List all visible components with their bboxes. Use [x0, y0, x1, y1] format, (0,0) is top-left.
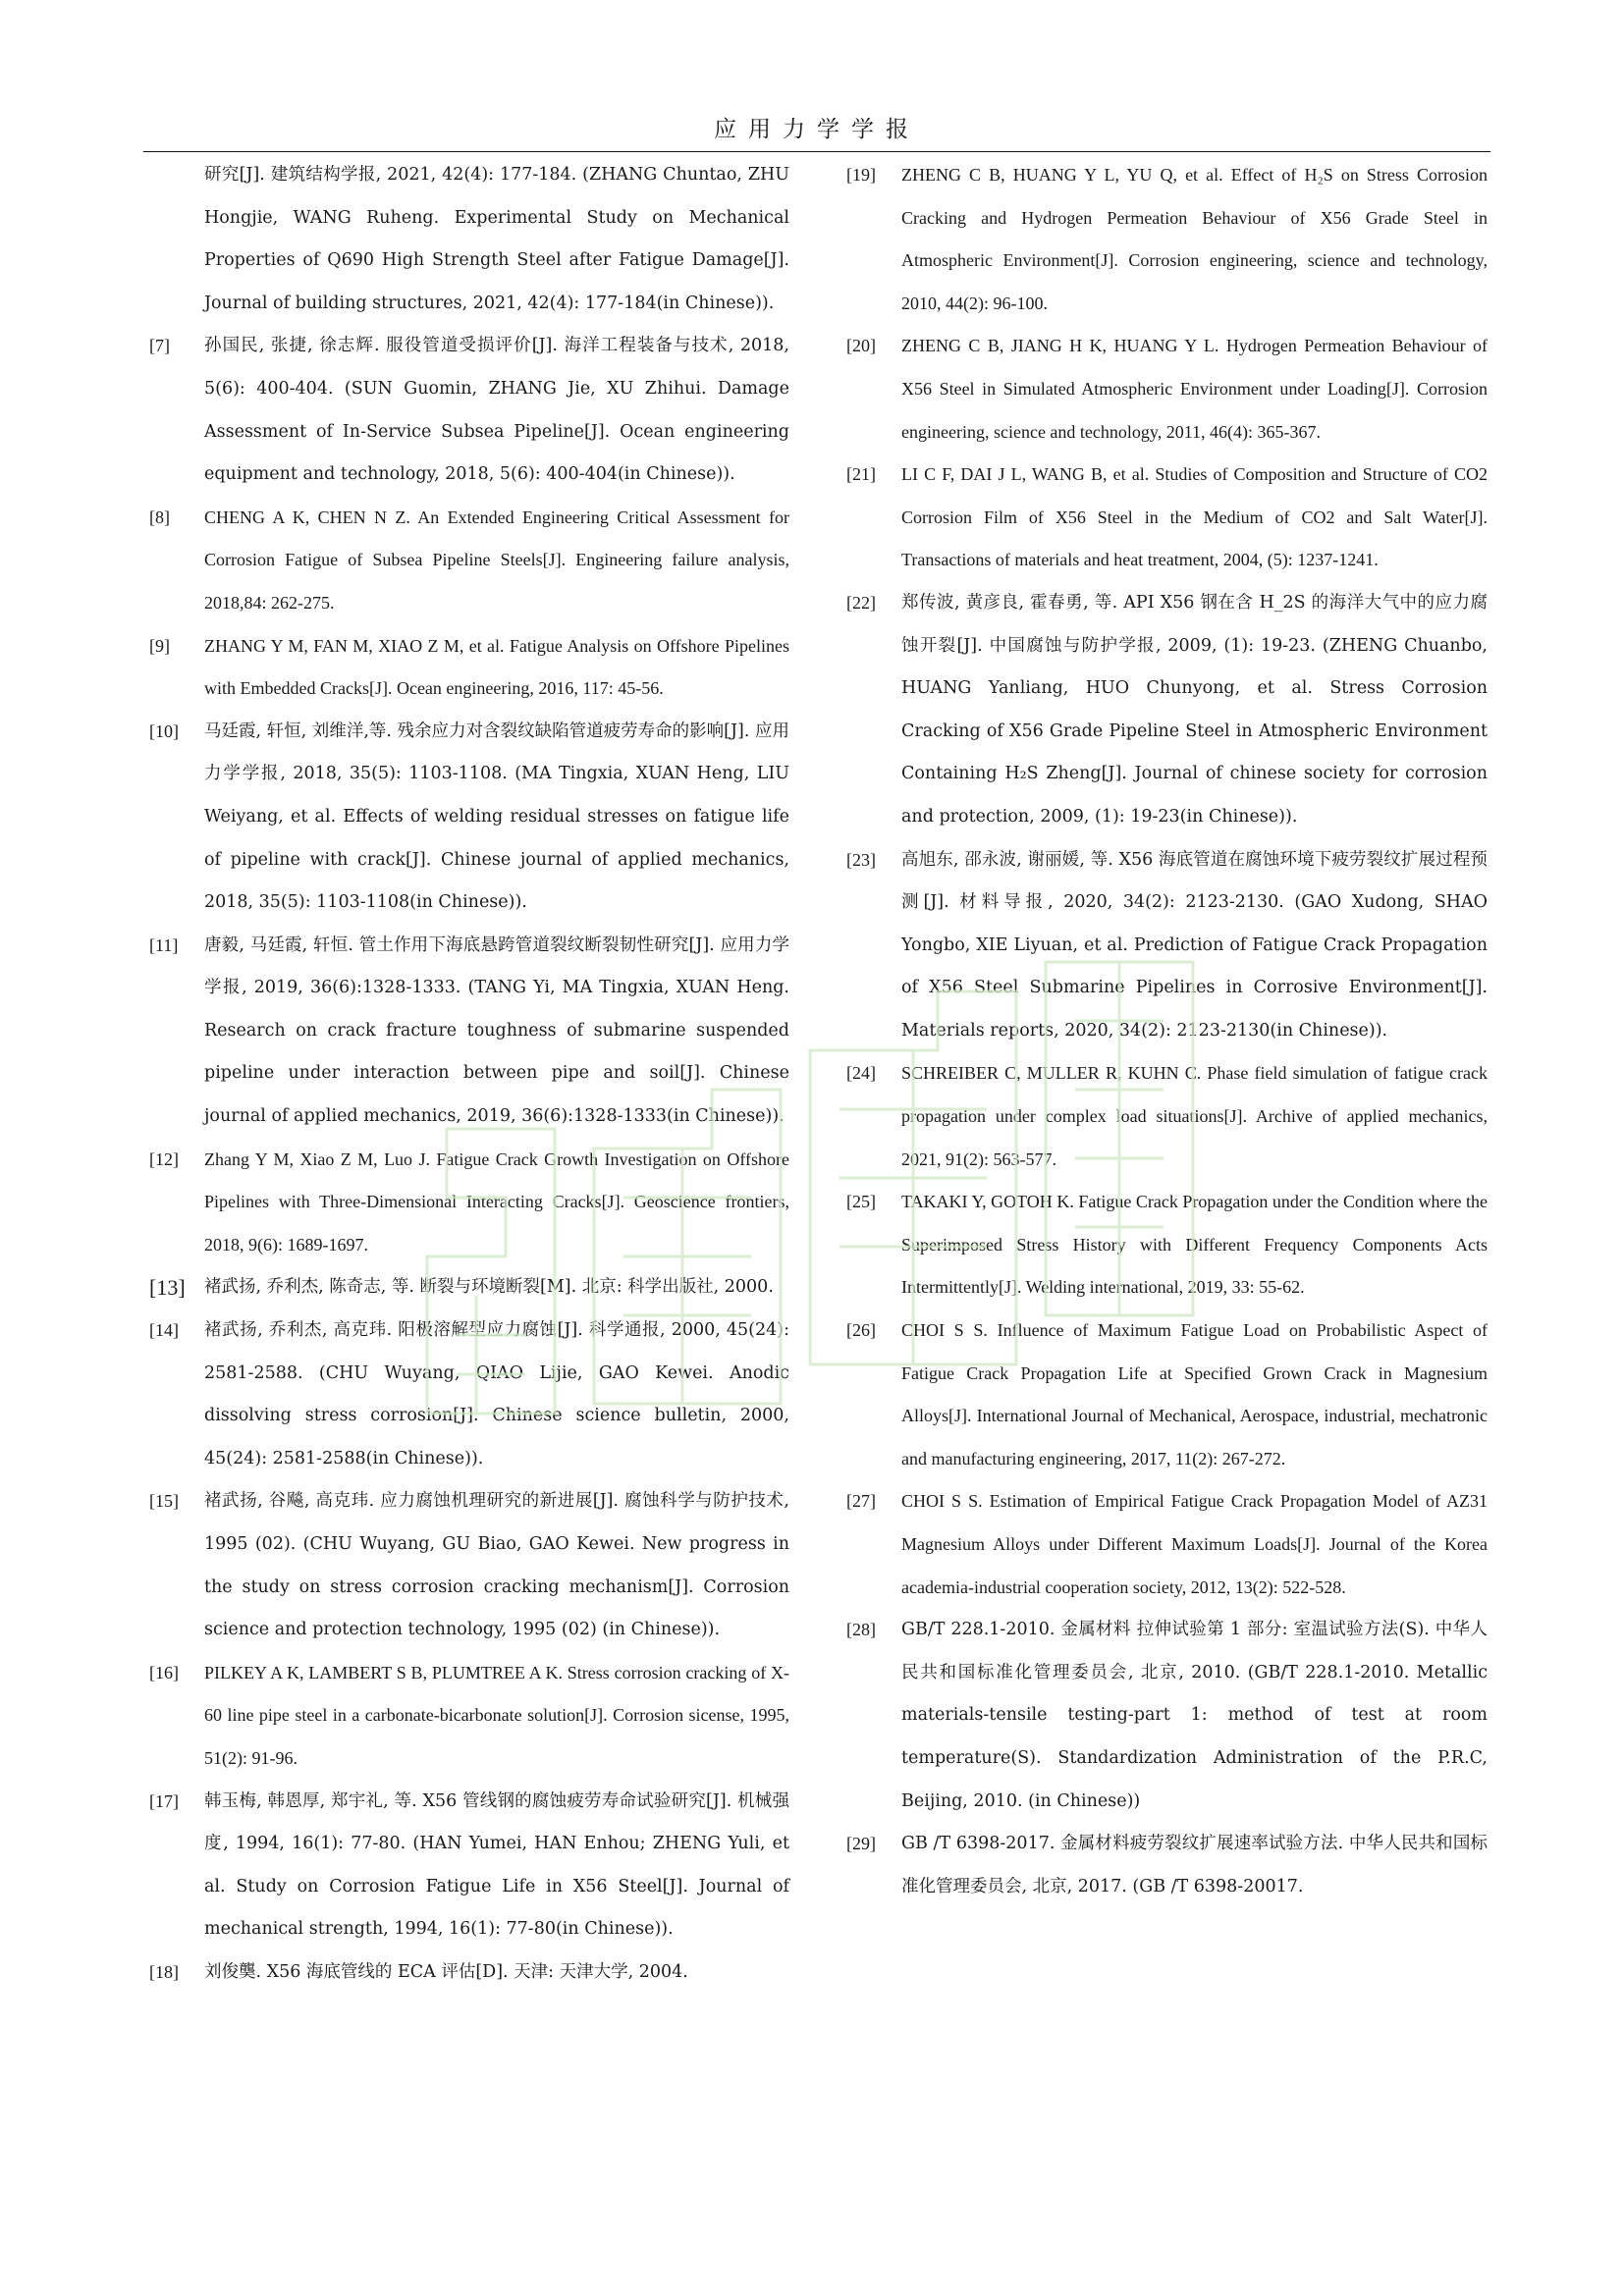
reference-item [149, 154, 789, 325]
reference-number: [9] [149, 635, 170, 656]
reference-item [149, 1309, 789, 1480]
reference-item [846, 1309, 1488, 1480]
reference-number: [25] [846, 1192, 876, 1212]
reference-item [846, 325, 1488, 454]
reference-text: 郑传波, 黄彦良, 霍春勇, 等. API X56 钢在含 H_2S 的海洋大气中的应力腐蚀开裂[J]. 中国腐蚀与防护学报, 2009, (1): 19-23. (ZHENG Chuanbo, HUANG Yanliang, HUO Chunyong, et al. Stress Corrosion Cracking of X56 Grade Pipeline Steel in Atmospheric Environment Containing H₂S Zheng[J]. Journal of chinese society for corrosion and protection, 2009, (1): 19-23(in Chinese)). [901, 592, 1488, 827]
reference-text: 孙国民, 张捷, 徐志辉. 服役管道受损评价[J]. 海洋工程装备与技术, 2018, 5(6): 400-404. (SUN Guomin, ZHANG Jie, XU Zhihui. Damage Assessment of In-Service Subsea Pipeline[J]. Ocean engineering equipment and technology, 2018, 5(6): 400-404(in Chinese)). [204, 336, 789, 485]
reference-number: [11] [149, 934, 179, 955]
reference-item [846, 1609, 1488, 1823]
reference-text: 马廷霞, 轩恒, 刘维洋,等. 残余应力对含裂纹缺陷管道疲劳寿命的影响[J]. 应用力学学报, 2018, 35(5): 1103-1108. (MA Tingxia, XUAN Heng, LIU Weiyang, et al. Effects of welding residual stresses on fatigue life of pipeline with crack[J]. Chinese journal of applied mechanics, 2018, 35(5): 1103-1108(in Chinese)). [204, 721, 789, 913]
reference-text: ZHANG Y M, FAN M, XIAO Z M, et al. Fatigue Analysis on Offshore Pipelines with Embedded Cracks[J]. Ocean engineering, 2016, 117: 45-56. [204, 635, 789, 699]
reference-number: [10] [149, 721, 179, 741]
reference-number: [15] [149, 1491, 179, 1512]
reference-number [149, 154, 204, 325]
reference-text: 褚武扬, 乔利杰, 高克玮. 阳极溶解型应力腐蚀[J]. 科学通报, 2000, 45(24): 2581-2588. (CHU Wuyang, QIAO Lijie, GAO Kewei. Anodic dissolving stress corrosion[J]. Chinese science bulletin, 2000, 45(24): 2581-2588(in Chinese)). [204, 1320, 789, 1468]
reference-text: CHOI S S. Influence of Maximum Fatigue Load on Probabilistic Aspect of Fatigue Crack Propagation Life at Specified Grown Crack in Magnesium Alloys[J]. International Journal of Mechanical, Aerospace, industrial, mechatronic and manufacturing engineering, 2017, 11(2): 267-272. [901, 1320, 1488, 1468]
journal-header: 应用力学学报 [714, 117, 920, 141]
reference-item [149, 1781, 789, 1951]
reference-text: PILKEY A K, LAMBERT S B, PLUMTREE A K. Stress corrosion cracking of X-60 line pipe steel in a carbonate-bicarbonate solution[J]. Corrosion sicense, 1995, 51(2): 91-96. [204, 1662, 789, 1768]
reference-text: ZHENG C B, HUANG Y L, YU Q, et al. Effect of H₂S on Stress Corrosion Cracking and Hydrogen Permeation Behaviour of X56 Grade Steel in Atmospheric Environment[J]. Corrosion engineering, science and technology, 2010, 44(2): 96-100. [901, 165, 1488, 313]
reference-text: SCHREIBER C, MULLER R, KUHN C. Phase field simulation of fatigue crack propagation under complex load situations[J]. Archive of applied mechanics, 2021, 91(2): 563-577. [901, 1063, 1488, 1169]
reference-item [149, 925, 789, 1139]
reference-number: [29] [846, 1834, 876, 1854]
reference-text: GB/T 228.1-2010. 金属材料 拉伸试验第 1 部分: 室温试验方法(S). 中华人民共和国标准化管理委员会, 北京, 2010. (GB/T 228.1-2010. Metallic materials-tensile testing-part 1: method of test at room temperature(S). Standardization Administration of the P.R.C, Beijing, 2010. (in Chinese)) [901, 1620, 1488, 1811]
reference-number: [14] [149, 1320, 179, 1341]
reference-number: [26] [846, 1320, 876, 1341]
references-right-column [846, 154, 1488, 1908]
reference-item [149, 1480, 789, 1651]
reference-item [149, 497, 789, 625]
reference-text: LI C F, DAI J L, WANG B, et al. Studies of Composition and Structure of CO2 Corrosion Film of X56 Steel in the Medium of CO2 and Salt Water[J]. Transactions of materials and heat treatment, 2004, (5): 1237-1241. [901, 464, 1488, 570]
reference-text: 研究[J]. 建筑结构学报, 2021, 42(4): 177-184. (ZHANG Chuntao, ZHU Hongjie, WANG Ruheng. Experimental Study on Mechanical Properties of Q690 High Strength Steel after Fatigue Damage[J]. Journal of building structures, 2021, 42(4): 177-184(in Chinese)). [204, 165, 789, 313]
reference-text: CHENG A K, CHEN N Z. An Extended Engineering Critical Assessment for Corrosion Fatigue of Subsea Pipeline Steels[J]. Engineering failure analysis, 2018,84: 262-275. [204, 507, 789, 613]
reference-item [846, 839, 1488, 1053]
reference-item [846, 582, 1488, 839]
reference-item [846, 1823, 1488, 1908]
reference-item [149, 625, 789, 711]
reference-number: [7] [149, 336, 170, 356]
reference-text: Zhang Y M, Xiao Z M, Luo J. Fatigue Crack Growth Investigation on Offshore Pipelines with Three-Dimensional Interacting Cracks[J]. Geoscience frontiers, 2018, 9(6): 1689-1697. [204, 1148, 789, 1255]
reference-number: [13] [149, 1275, 186, 1301]
reference-item [846, 1181, 1488, 1309]
reference-text: ZHENG C B, JIANG H K, HUANG Y L. Hydrogen Permeation Behaviour of X56 Steel in Simulated Atmospheric Environment under Loading[J]. Corrosion engineering, science and technology, 2011, 46(4): 365-367. [901, 336, 1488, 442]
reference-number: [18] [149, 1961, 179, 1982]
reference-number: [12] [149, 1148, 179, 1169]
reference-text: TAKAKI Y, GOTOH K. Fatigue Crack Propagation under the Condition where the Superimposed Stress History with Different Frequency Components Acts Intermittently[J]. Welding international, 2019, 33: 55-62. [901, 1192, 1488, 1298]
references-left-column [149, 154, 789, 1995]
reference-text: 韩玉梅, 韩恩厚, 郑宇礼, 等. X56 管线钢的腐蚀疲劳寿命试验研究[J]. 机械强度, 1994, 16(1): 77-80. (HAN Yumei, HAN Enhou; ZHENG Yuli, et al. Study on Corrosion Fatigue Life in X56 Steel[J]. Journal of mechanical strength, 1994, 16(1): 77-80(in Chinese)). [204, 1790, 789, 1940]
reference-item [149, 1139, 789, 1267]
reference-item [149, 1266, 789, 1309]
reference-item [846, 1480, 1488, 1609]
header-divider [143, 151, 1490, 152]
reference-number: [8] [149, 507, 170, 527]
reference-item [846, 454, 1488, 582]
reference-text: GB /T 6398-2017. 金属材料疲劳裂纹扩展速率试验方法. 中华人民共和国标准化管理委员会, 北京, 2017. (GB /T 6398-20017. [901, 1834, 1488, 1896]
reference-number: [19] [846, 165, 876, 185]
reference-text: CHOI S S. Estimation of Empirical Fatigue Crack Propagation Model of AZ31 Magnesium Alloys under Different Maximum Loads[J]. Journal of the Korea academia-industrial cooperation society, 2012, 13(2): 522-528. [901, 1491, 1488, 1597]
reference-item [149, 1652, 789, 1781]
reference-text: 褚武扬, 乔利杰, 陈奇志, 等. 断裂与环境断裂[M]. 北京: 科学出版社, 2000. [204, 1277, 774, 1298]
reference-number: [27] [846, 1491, 876, 1512]
reference-text: 高旭东, 邵永波, 谢丽媛, 等. X56 海底管道在腐蚀环境下疲劳裂纹扩展过程预测[J]. 材料导报, 2020, 34(2): 2123-2130. (GAO Xudong, SHAO Yongbo, XIE Liyuan, et al. Prediction of Fatigue Crack Propagation of X56 Steel Submarine Pipelines in Corrosive Environment[J]. Materials reports, 2020, 34(2): 2123-2130(in Chinese)). [901, 849, 1488, 1041]
reference-number: [23] [846, 849, 876, 870]
reference-number: [17] [149, 1790, 179, 1811]
reference-number: [28] [846, 1620, 876, 1640]
reference-text: 唐毅, 马廷霞, 轩恒. 管土作用下海底悬跨管道裂纹断裂韧性研究[J]. 应用力学学报, 2019, 36(6):1328-1333. (TANG Yi, MA Tingxia, XUAN Heng. Research on crack fracture toughness of submarine suspended pipeline under interaction between pipe and soil[J]. Chinese journal of applied mechanics, 2019, 36(6):1328-1333(in Chinese)). [204, 934, 789, 1127]
reference-number: [20] [846, 336, 876, 356]
reference-number: [22] [846, 592, 876, 613]
reference-number: [24] [846, 1063, 876, 1084]
reference-item [846, 154, 1488, 325]
reference-item [149, 1951, 789, 1995]
reference-text: 刘俊龑. X56 海底管线的 ECA 评估[D]. 天津: 天津大学, 2004. [204, 1961, 688, 1982]
reference-item [149, 711, 789, 925]
reference-number: [21] [846, 464, 876, 485]
reference-item [846, 1052, 1488, 1181]
reference-item [149, 325, 789, 496]
reference-number: [16] [149, 1662, 179, 1682]
reference-text: 褚武扬, 谷飚, 高克玮. 应力腐蚀机理研究的新进展[J]. 腐蚀科学与防护技术, 1995 (02). (CHU Wuyang, GU Biao, GAO Kewei. New progress in the study on stress corrosion cracking mechanism[J]. Corrosion science and protection technology, 1995 (02) (in Chinese)). [204, 1491, 789, 1640]
